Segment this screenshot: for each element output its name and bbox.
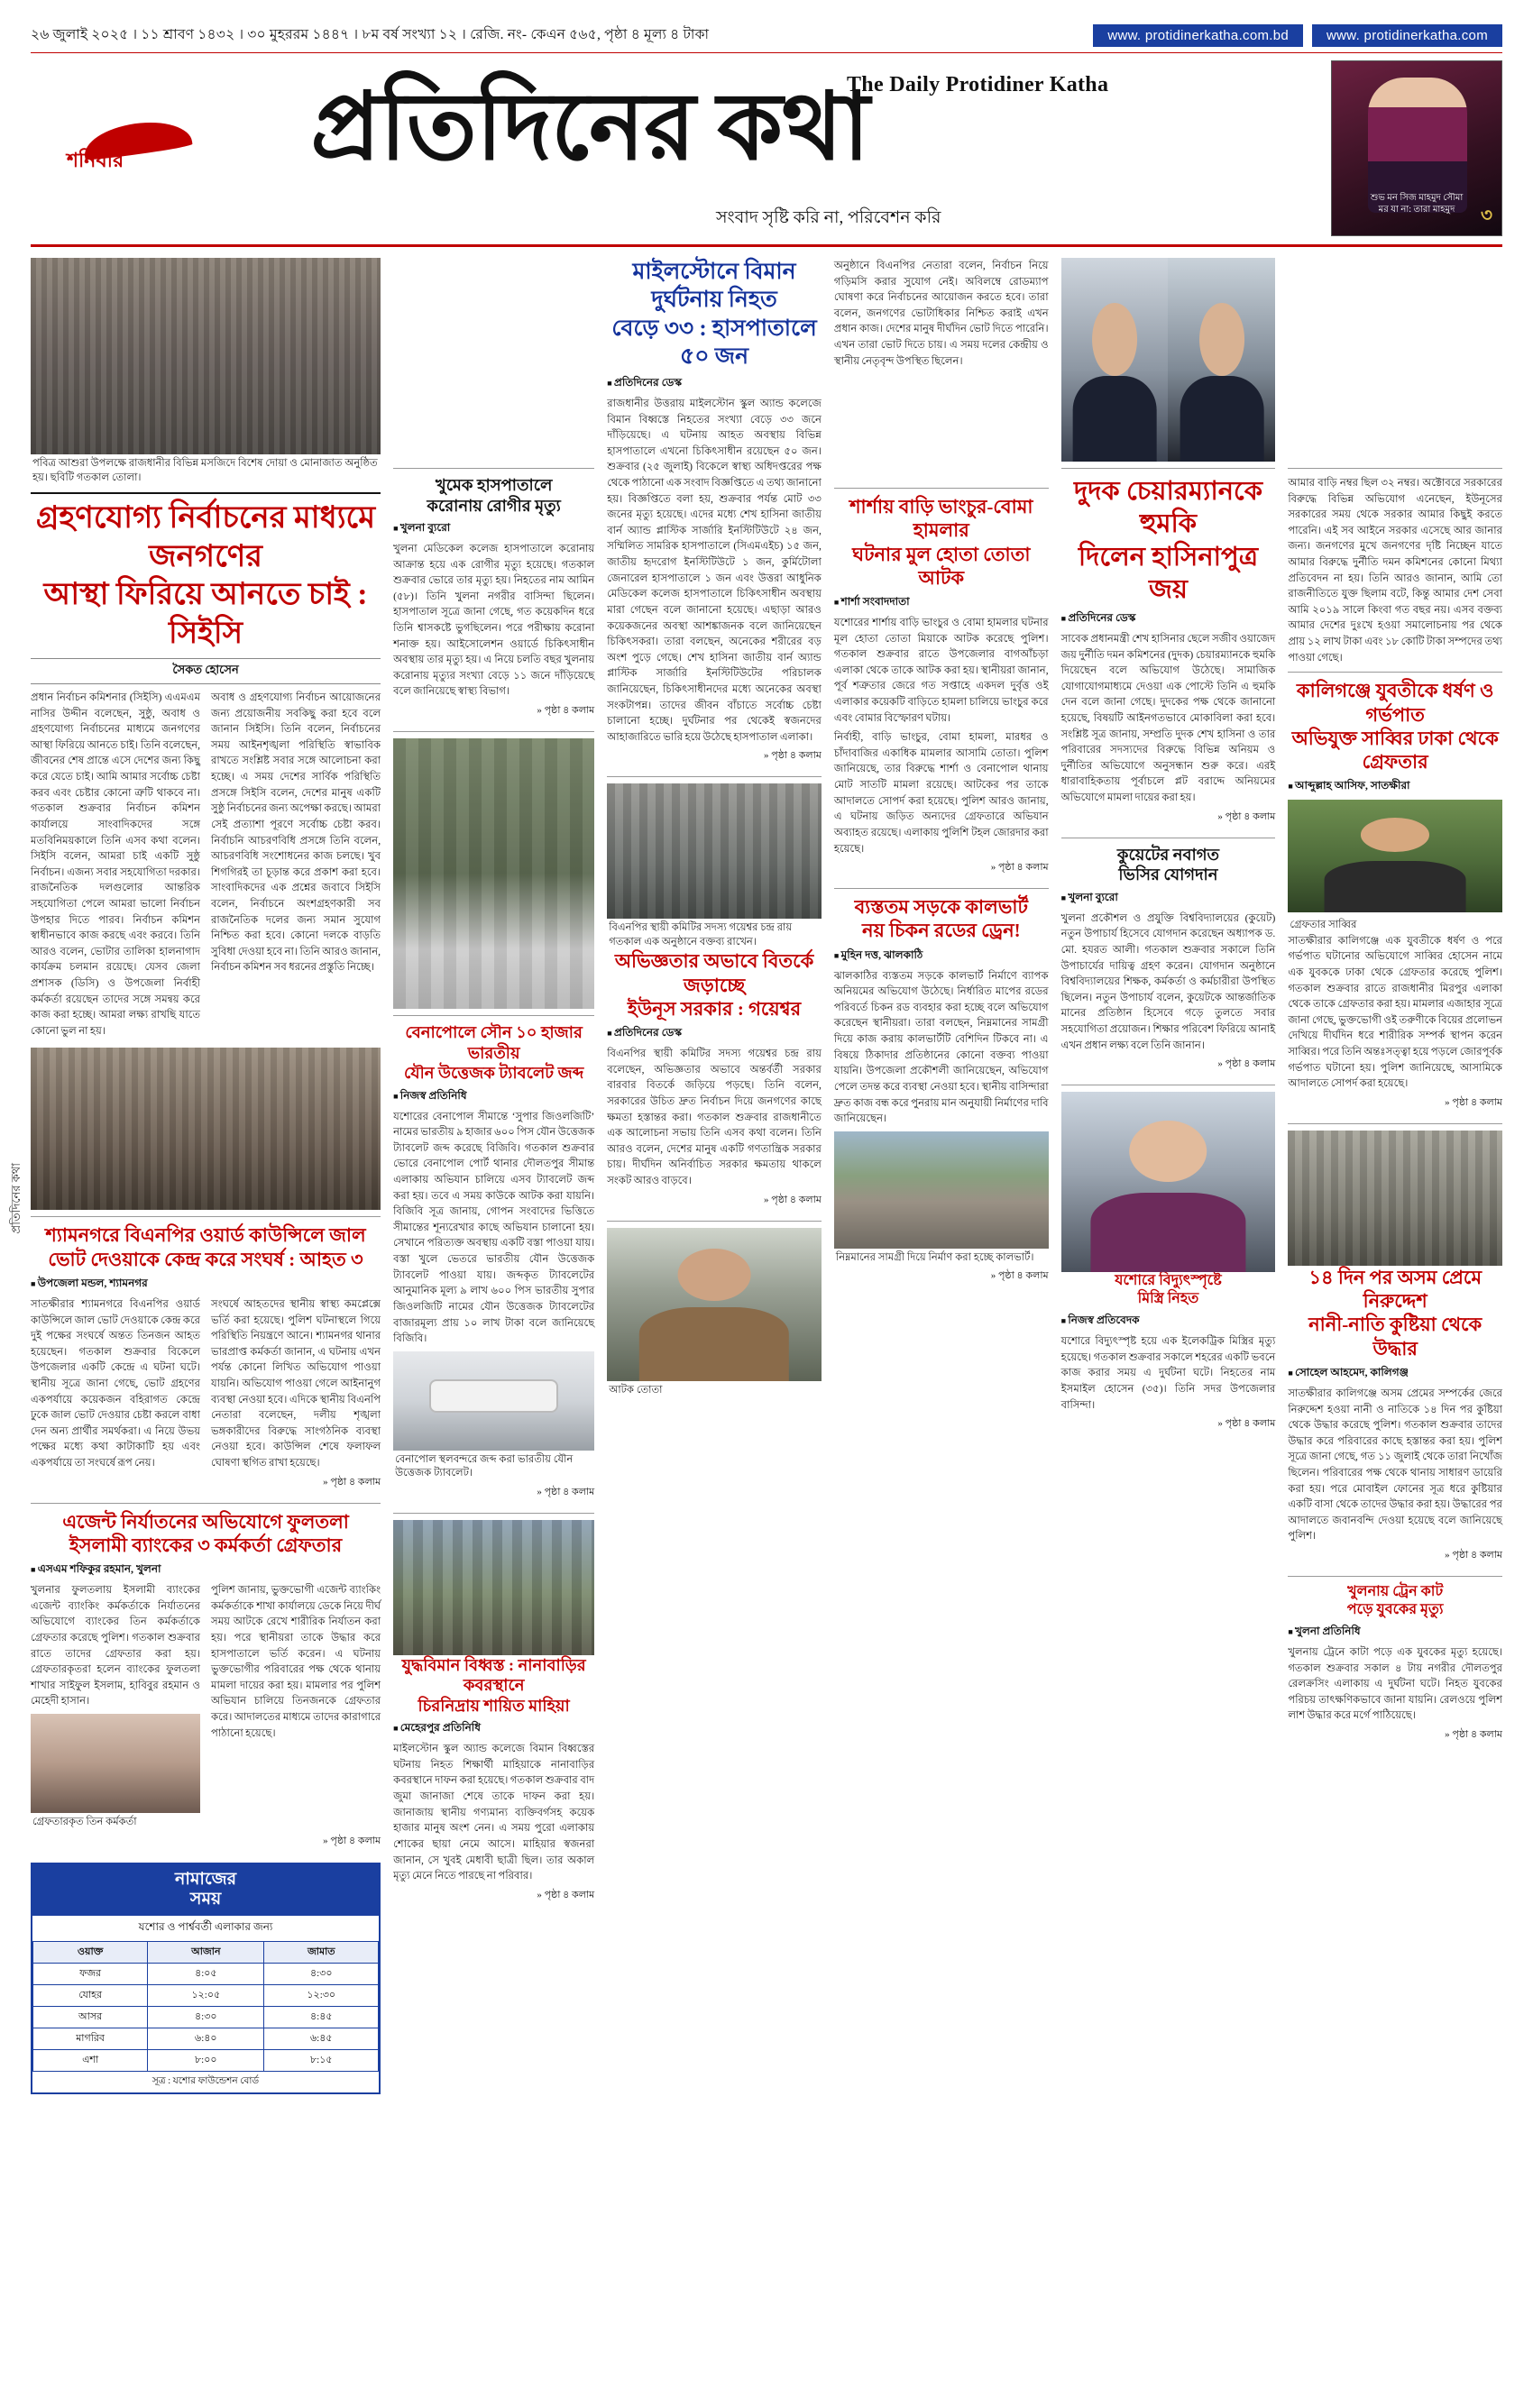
kuet-more[interactable]: » পৃষ্ঠা ৪ কলাম xyxy=(1061,1056,1276,1073)
prayer-header-row xyxy=(33,1942,379,1964)
prayer-3-name: মাগরিব xyxy=(33,2028,148,2050)
kaliganj-more[interactable]: » পৃষ্ঠা ৪ কলাম xyxy=(1288,1094,1502,1112)
train-headline-line1[interactable]: খুলনায় ট্রেন কাট xyxy=(1347,1584,1444,1600)
crash-desk: ■ প্রতিদিনের ডেস্ক xyxy=(607,375,822,393)
sharsha-body-col1: যশোরের শার্শায় বাড়ি ভাংচুর ও বোমা হামলার ঘটনার মূল হোতা তোতা মিয়াকে আটক করেছে পুলিশ। গতকাল শুক্রবার রাতে উপজেলার বাগআঁচড়া এলাকা থেকে তাকে আটক করা হয়। স্থানীয়রা জানান, পূর্ব শত্রুতার জেরে গত সপ্তাহে একদল দুর্বৃত্ত ওই এলাকার কয়েকটি বাড়িতে হামলা চালিয়ে ভাংচুর করে এবং বোমার বিস্ফোরণ ঘটায়। xyxy=(833,617,1049,724)
jessore-headline-line1[interactable]: যশোরে বিদ্যুৎস্পৃষ্টে xyxy=(1115,1273,1222,1289)
agent-story xyxy=(31,1510,381,1850)
assam-more[interactable]: » পৃষ্ঠা ৪ কলাম xyxy=(1288,1547,1502,1564)
table-row xyxy=(33,2050,379,2072)
prayer-col-0: ওয়াক্ত xyxy=(33,1942,148,1964)
prayer-1-name: যোহর xyxy=(33,1985,148,2007)
paper-logo: প্রতিদিনের কথা xyxy=(310,76,869,179)
column-5 xyxy=(1061,258,1276,2094)
assam-desk: ■ সোহেল আহমেদ, কালিগঞ্জ xyxy=(1288,1365,1502,1383)
prayer-3-azan: ৬:৪০ xyxy=(148,2028,264,2050)
khumek-more[interactable]: » পৃষ্ঠা ৪ কলাম xyxy=(393,702,594,719)
masthead-ad[interactable] xyxy=(1331,60,1502,236)
shyamnagar-story xyxy=(31,1223,381,1490)
masthead xyxy=(31,53,1502,247)
benapole-more[interactable]: » পৃষ্ঠা ৪ কলাম xyxy=(393,1484,594,1501)
assam-photo xyxy=(1061,1092,1276,1272)
assam-story xyxy=(1288,1266,1502,1564)
crash-body: রাজধানীর উত্তরায় মাইলস্টোন স্কুল অ্যান্ড কলেজে বিমান বিধ্বস্তে নিহতের সংখ্যা বেড়ে ৩৩ জনে দাঁড়িয়েছে। এ ঘটনায় আহত অবস্থায় বিভিন্ন হাসপাতালে এখনো চিকিৎসাধীন রয়েছেন ৫০ জন। শুক্রবার (২৫ জুলাই) বিকেলে স্বাস্থ্য অধিদপ্তরের পক্ষ থেকে পাঠানো এক সংবাদ বিজ্ঞপ্তিতে এ তথ্য জানানো হয়। বিজ্ঞপ্তিতে বলা হয়, শুক্রবার পর্যন্ত মোট ৩৩ জনের মৃত্যু হয়েছে। এদের মধ্যে শেখ হাসিনা জাতীয় বার্ন অ্যান্ড প্লাস্টিক সার্জারি ইনস্টিটিউটে ২৪ জন, সম্মিলিত সামরিক হাসপাতালে (সিএমএইচ) ১৫ জন, জাতীয় হৃদরোগ ইনস্টিটিউটে ১ জন, কুর্মিটোলা জেনারেল হাসপাতালে ১ জন এবং উত্তরা আধুনিক মেডিকেল কলেজ হাসপাতালে চিকিৎসাধীন অবস্থায় মারা গেছেন বলে জানানো হয়েছে। এছাড়া আরও কয়েকজনের অবস্থা আশঙ্কাজনক বলে জানিয়েছেন চিকিৎসকরা। তারা বলছেন, অনেকের শরীরের বড় অংশ পুড়ে গেছে। শেখ হাসিনা জাতীয় বার্ন অ্যান্ড প্লাস্টিক সার্জারি ইনস্টিটিউটের পরিচালক জানিয়েছেন, চিকিৎসাধীনদের মধ্যে অনেকের অবস্থা সংকটাপন্ন। তাদের জীবন বাঁচাতে সর্বোচ্চ চেষ্টা চালানো হচ্ছে। দুর্ঘটনার পর থেকেই স্বজনদের আহাজারিতে ভারি হয়ে উঠেছে হাসপাতাল এলাকা। xyxy=(607,398,822,743)
mahiya-more[interactable]: » পৃষ্ঠা ৪ কলাম xyxy=(393,1887,594,1904)
crash-more[interactable]: » পৃষ্ঠা ৪ কলাম xyxy=(607,747,822,765)
prayer-title-line1: নামাজের xyxy=(175,1869,237,1889)
portrait-right-body xyxy=(1180,376,1264,462)
prayer-footer: সূত্র : যশোর ফাউন্ডেশন বোর্ড xyxy=(151,2076,260,2087)
assam-body: সাতক্ষীরার কালিগঞ্জে অসম প্রেমের সম্পর্কের জেরে নিরুদ্দেশ হওয়া নানী ও নাতিকে ১৪ দিন পর কুষ্টিয়া থেকে উদ্ধার করেছে পুলিশ। গতকাল শুক্রবার তাদের উদ্ধার করে পরিবারের কাছে হস্তান্তর করা হয়। পুলিশ সূত্রে জানা গেছে, গত ১১ জুলাই থেকে তারা নিখোঁজ ছিলেন। পরিবারের পক্ষ থেকে থানায় সাধারণ ডায়েরি করা হয়। পরে মোবাইল ফোনের সূত্র ধরে কুষ্টিয়ার একটি বাসা থেকে তাদের উদ্ধার করা হয়। উদ্ধারের পর আদালতে জবানবন্দি দেওয়া হয়েছে বলে জানিয়েছে পুলিশ। xyxy=(1288,1387,1503,1543)
jessore-body: যশোরে বিদ্যুৎস্পৃষ্ট হয়ে এক ইলেকট্রিক মিস্ত্রির মৃত্যু হয়েছে। গতকাল শুক্রবার সকালে শহরের একটি ভবনে কাজ করার সময় এ দুর্ঘটনা ঘটে। নিহতের নাম ইসমাইল হোসেন (৩৫)। তিনি সদর উপজেলার বাসিন্দা। xyxy=(1060,1335,1276,1411)
dudok-more[interactable]: » পৃষ্ঠা ৪ কলাম xyxy=(1061,809,1276,826)
jessore-desk: ■ নিজস্ব প্রতিবেদক xyxy=(1061,1313,1276,1331)
culvert-headline-line2[interactable]: নয় চিকন রডের ড্রেন! xyxy=(861,920,1021,942)
train-story xyxy=(1288,1583,1502,1744)
mahiya-headline-line2[interactable]: চিরনিদ্রায় শায়িত মাহিয়া xyxy=(418,1696,570,1715)
issue-meta: ২৬ জুলাই ২০২৫ । ১১ শ্রাবণ ১৪৩২ । ৩০ মুহররম ১৪৪৭ । ৮ম বর্ষ সংখ্যা ১২ । রেজি. নং- কেএন ৫৬৫, পৃষ্ঠা ৪ মূল্য ৪ টাকা xyxy=(31,27,710,42)
dudok-headline-line2[interactable]: দিলেন হাসিনাপুত্র জয় xyxy=(1078,542,1259,604)
logo-wrap xyxy=(166,78,1014,177)
lead-body-col1: প্রধান নির্বাচন কমিশনার (সিইসি) এএমএম নাসির উদ্দীন বলেছেন, সুষ্ঠু, অবাধ ও গ্রহণযোগ্য নির্বাচনের মাধ্যমে জনগণের আস্থা ফিরিয়ে আনতে চাই। তিনি বলেছেন, জীবনের শেষ প্রান্তে এসে দেশের জন্য কিছু করে যেতে চাই। আমি আমার সর্বোচ্চ চেষ্টা করব এবং চেষ্টার কোনো ত্রুটি থাকবে না। গতকাল শুক্রবার নির্বাচন কমিশন কার্যালয়ে সাংবাদিকদের সঙ্গে মতবিনিময়কালে তিনি এসব কথা বলেন। সিইসি বলেন, আমরা চাই একটি সুষ্ঠু নির্বাচন। এজন্য সবার সহযোগিতা দরকার। রাজনৈতিক দলগুলোর আন্তরিক সহযোগিতা পেলে আমরা ভালো নির্বাচন উপহার দিতে পারব। নির্বাচন কমিশন স্বাধীনভাবে কাজ করছে এবং করবে। তিনি আরও বলেন, ভোটার তালিকা হালনাগাদ কার্যক্রম চলমান রয়েছে। যেসব জেলা প্রশাসক (ডিসি) ও উপজেলা নির্বাহী কর্মকর্তা রয়েছেন তাদের সঙ্গে সমন্বয় করে কাজ করা হচ্ছে। আমরা লক্ষ্য রাখছি যাতে কোনো ভুল না হয়। xyxy=(31,691,201,1037)
lead-story xyxy=(31,499,381,1039)
culvert-more[interactable]: » পৃষ্ঠা ৪ কলাম xyxy=(834,1268,1049,1285)
table-row xyxy=(33,1964,379,1985)
experience-body: বিএনপির স্থায়ী কমিটির সদস্য গয়েশ্বর চন্দ্র রায় বলেছেন, অভিজ্ঞতার অভাবে অন্তর্বর্তী সরকার বারবার বিতর্কে জড়িয়ে পড়ছে। তিনি বলেন, সরকারের উচিত দ্রুত নির্বাচন দিয়ে জনগণের কাছে ক্ষমতা হস্তান্তর করা। গতকাল শুক্রবার রাজধানীতে এক আলোচনা সভায় তিনি এসব কথা বলেন। তিনি আরও বলেন, দেশের মানুষ একটি গণতান্ত্রিক সরকার চায়। দীর্ঘদিন অনির্বাচিত সরকার ক্ষমতায় থাকলে সংকট আরও বাড়বে। xyxy=(607,1048,822,1187)
lead-photo xyxy=(31,258,381,454)
slogan: সংবাদ সৃষ্টি করি না, পরিবেশন করি xyxy=(716,208,941,227)
dudok-portrait-left xyxy=(1061,258,1169,462)
khulna-hospital-story xyxy=(393,258,594,719)
experience-desk: ■ প্রতিদিনের ডেস্ক xyxy=(607,1025,822,1043)
shyamnagar-headline-line1[interactable]: শ্যামনগরে বিএনপির ওয়ার্ড কাউন্সিলে জাল xyxy=(45,1224,366,1247)
benapole-photo-caption: বেনাপোল স্থলবন্দরে জব্দ করা ভারতীয় যৌন উত্তেজক ট্যাবলেট। xyxy=(395,1453,574,1479)
crash-headline-line2[interactable]: বেড়ে ৩৩ : হাসপাতালে ৫০ জন xyxy=(611,316,817,369)
dudok-col2-spacer xyxy=(1288,258,1502,462)
secondary-photo xyxy=(31,1048,381,1210)
assam-headline-line1[interactable]: ১৪ দিন পর অসম প্রেমে নিরুদ্দেশ xyxy=(1308,1266,1482,1313)
queue-photo xyxy=(393,1520,594,1655)
prayer-times-title xyxy=(32,1864,379,1917)
prayer-times-table xyxy=(32,1941,379,2072)
culvert-photo xyxy=(834,1131,1049,1249)
ad-caption-line2: মর যা না: তারা মাহমুদ xyxy=(1378,205,1455,215)
sharsha-body-col2: নির্বাহী, বাড়ি ভাংচুর, বোমা হামলা, মারধর ও চাঁদাবাজির একাধিক মামলার আসামি তোতা। পুলিশ জানিয়েছে, তার বিরুদ্ধে শার্শা ও বেনাপোল থানায় মোট সাতটি মামলা রয়েছে। আটকের পর তাকে আদালতে সোপর্দ করা হয়েছে। পুলিশ আরও জানায়, এ ঘটনায় জড়িত অন্যদের গ্রেফতারে অভিযান অব্যাহত রয়েছে। এলাকায় পুলিশি টহল জোরদার করা হয়েছে। xyxy=(833,731,1049,855)
website-link-com[interactable]: www. protidinerkatha.com xyxy=(1312,24,1502,47)
kuet-desk: ■ খুলনা ব্যুরো xyxy=(1061,890,1276,908)
content-grid xyxy=(31,258,1502,2094)
mahiya-desk: ■ মেহেরপুর প্রতিনিধি xyxy=(393,1720,594,1738)
ad-caption xyxy=(1332,189,1501,215)
agent-photo xyxy=(31,1714,200,1813)
prayer-3-jamat: ৬:৪৫ xyxy=(264,2028,379,2050)
sharsha-desk: ■ শার্শা সংবাদদাতা xyxy=(834,594,1049,612)
column-2 xyxy=(393,258,594,2094)
ad-caption-line1: শুভ মন সিজ মাহমুদ সৌমা xyxy=(1370,193,1464,203)
sharsha-more[interactable]: » পৃষ্ঠা ৪ কলাম xyxy=(834,859,1049,876)
benapole-headline-line2[interactable]: যৌন উত্তেজক ট্যাবলেট জব্দ xyxy=(403,1064,584,1083)
portrait-left-body xyxy=(1073,376,1157,462)
benapole-story xyxy=(393,1022,594,1501)
culvert-desk: ■ মুহিন দত্ত, ঝালকাঠি xyxy=(834,948,1049,966)
experience-photo-caption: বিএনপির স্থায়ী কমিটির সদস্য গয়েশ্বর চন্দ্র রায় গতকাল এক অনুষ্ঠানে বক্তব্য রাখেন। xyxy=(609,922,793,948)
shyamnagar-body-col2: সংঘর্ষে আহতদের স্থানীয় স্বাস্থ্য কমপ্লেক্সে ভর্তি করা হয়েছে। পুলিশ ঘটনাস্থলে গিয়ে পরিস্থিতি নিয়ন্ত্রণে আনে। শ্যামনগর থানার ভারপ্রাপ্ত কর্মকর্তা জানান, এ ঘটনায় এখন পর্যন্ত কোনো লিখিত অভিযোগ পাওয়া যায়নি। অভিযোগ পাওয়া গেলে আইনানুগ ব্যবস্থা নেওয়া হবে। এদিকে স্থানীয় বিএনপি নেতারা বলেছেন, দলীয় শৃঙ্খলা ভঙ্গকারীদের বিরুদ্ধে সাংগঠনিক ব্যবস্থা নেওয়া হবে। কাউন্সিল শেষে ফলাফল ঘোষণা স্থগিত রাখা হয়েছে। xyxy=(211,1297,381,1470)
prayer-2-name: আসর xyxy=(33,2007,148,2028)
agent-headline-line2[interactable]: ইসলামী ব্যাংকের ৩ কর্মকর্তা গ্রেফতার xyxy=(69,1534,343,1556)
assam-photo-face xyxy=(1130,1121,1207,1182)
prayer-1-azan: ১২:০৫ xyxy=(148,1985,264,2007)
kaliganj-desk: ■ আব্দুল্লাহ আসিফ, সাতক্ষীরা xyxy=(1288,778,1502,796)
prayer-col-2: জামাত xyxy=(264,1942,379,1964)
culvert-story xyxy=(834,895,1049,1285)
prayer-subtitle: যশোর ও পার্শ্ববর্তী এলাকার জন্য xyxy=(138,1920,273,1934)
train-desk: ■ খুলনা প্রতিনিধি xyxy=(1288,1624,1502,1642)
agent-body-col2: পুলিশ জানায়, ভুক্তভোগী এজেন্ট ব্যাংকিং কর্মকর্তাকে শাখা কার্যালয়ে ডেকে নিয়ে দীর্ঘ সময় আটকে রেখে শারীরিক নির্যাতন করা হয়। পরে স্থানীয়রা তাকে উদ্ধার করে হাসপাতালে ভর্তি করেন। এ ঘটনায় ভুক্তভোগীর পরিবারের পক্ষ থেকে থানায় মামলা দায়ের করা হয়। মামলার পর পুলিশ অভিযান চালিয়ে তিনজনকে গ্রেফতার করে। আদালতের মাধ্যমে তাদের কারাগারে পাঠানো হয়েছে। xyxy=(211,1584,381,1739)
website-links xyxy=(1093,24,1502,47)
crash-story xyxy=(607,258,822,765)
sharsha-photo-body xyxy=(639,1307,789,1381)
day-label: শনিবার xyxy=(67,149,124,171)
mahiya-headline-line1[interactable]: যুদ্ধবিমান বিধ্বস্ত : নানাবাড়ির কবরস্থানে xyxy=(401,1655,586,1695)
experience-body2: অনুষ্ঠানে বিএনপির নেতারা বলেন, নির্বাচন নিয়ে গড়িমসি করার সুযোগ নেই। অবিলম্বে রোডম্যাপ ঘোষণা করে নির্বাচনের আয়োজন করতে হবে। তারা বলেন, জনগণের ভোটাধিকার নিশ্চিত করাই এখন প্রধান কাজ। দেশের মানুষ দীর্ঘদিন ভোট দিতে পারেনি। এখন তারা ভোট দিতে চায়। এ সময় দলের কেন্দ্রীয় ও স্থানীয় নেতৃবৃন্দ উপস্থিত ছিলেন। xyxy=(833,260,1049,367)
prayer-times-box xyxy=(31,1863,381,2095)
train-body: খুলনায় ট্রেনে কাটা পড়ে এক যুবকের মৃত্যু হয়েছে। গতকাল শুক্রবার সকাল ৪ টায় নগরীর দৌলতপুর রেলক্রসিং এলাকায় এ দুর্ঘটনা ঘটে। নিহত যুবকের পরিচয় তাৎক্ষণিকভাবে জানা যায়নি। রেলওয়ে পুলিশ লাশ উদ্ধার করে মর্গে পাঠিয়েছে। xyxy=(1288,1646,1503,1722)
table-row xyxy=(33,1985,379,2007)
agent-more[interactable]: » পৃষ্ঠা ৪ কলাম xyxy=(31,1833,381,1850)
prayer-0-jamat: ৪:৩০ xyxy=(264,1964,379,1985)
kuet-headline-line2[interactable]: ভিসির যোগদান xyxy=(1118,865,1218,884)
dudok-story xyxy=(1061,475,1276,826)
vertical-watermark: প্রতিদিনের কথা xyxy=(9,1163,23,1234)
khumek-headline-line1[interactable]: খুমেক হাসপাতালে xyxy=(435,476,553,494)
prayer-4-azan: ৮:০০ xyxy=(148,2050,264,2072)
jessore-headline-line2[interactable]: মিস্ত্রি নিহত xyxy=(1137,1291,1199,1307)
lead-headline-line2[interactable]: আস্থা ফিরিয়ে আনতে চাই : সিইসি xyxy=(43,578,368,650)
agent-headline-line1[interactable]: এজেন্ট নির্যাতনের অভিযোগে ফুলতলা xyxy=(62,1510,349,1533)
khumek-headline-line2[interactable]: করোনায় রোগীর মৃত্যু xyxy=(427,496,561,515)
kuet-story xyxy=(1061,845,1276,1073)
prayer-1-jamat: ১২:৩০ xyxy=(264,1985,379,2007)
lead-headline-line1[interactable]: গ্রহণযোগ্য নির্বাচনের মাধ্যমে জনগণের xyxy=(35,501,376,573)
jessore-more[interactable]: » পৃষ্ঠা ৪ কলাম xyxy=(1061,1415,1276,1433)
khumek-body: খুলনা মেডিকেল কলেজ হাসপাতালে করোনায় আক্রান্ত হয়ে এক রোগীর মৃত্যু হয়েছে। গতকাল শুক্রবার ভোরে তার মৃত্যু হয়। নিহতের নাম আমিন (৫৮)। তিনি খুলনা নগরীর বাসিন্দা ছিলেন। হাসপাতাল সূত্রে জানা গেছে, গত কয়েকদিন ধরে তিনি শ্বাসকষ্টে ভুগছিলেন। পরে পরীক্ষায় করোনা শনাক্ত হয়। আইসোলেশন ওয়ার্ডে চিকিৎসাধীন অবস্থায় তার মৃত্যু হয়। এ নিয়ে চলতি বছর খুলনায় করোনায় মৃত্যুর সংখ্যা বেড়ে ১১ জনে দাঁড়িয়েছে বলে জানিয়েছে স্বাস্থ্য বিভাগ। xyxy=(393,543,595,698)
shyamnagar-body-col1: সাতক্ষীরার শ্যামনগরে বিএনপির ওয়ার্ড কাউন্সিলে জাল ভোট দেওয়াকে কেন্দ্র করে দুই পক্ষের সংঘর্ষে অন্তত তিনজন আহত হয়েছেন। গতকাল শুক্রবার বিকেলে উপজেলার একটি কেন্দ্রে এ ঘটনা ঘটে। স্থানীয় সূত্রে জানা গেছে, ভোট গ্রহণের একপর্যায়ে কয়েকজন বহিরাগত কেন্দ্রে ঢুকে জাল ভোট দেওয়ার চেষ্টা করলে বাধা দেন অন্য প্রার্থীর সমর্থকরা। এ নিয়ে উভয় পক্ষের মধ্যে কথা কাটাকাটি হয় এবং একপর্যায়ে তা সংঘর্ষে রূপ নেয়। xyxy=(31,1297,201,1470)
shyamnagar-desk: ■ উপজেলা মন্ডল, শ্যামনগর xyxy=(31,1276,381,1294)
portrait-left-face xyxy=(1092,303,1137,376)
kaliganj-headline-line1[interactable]: কালিগঞ্জে যুবতীকে ধর্ষণ ও গর্ভপাত xyxy=(1296,680,1494,726)
column-6 xyxy=(1288,258,1502,2094)
crash-spacer xyxy=(834,258,1049,481)
portrait-right-face xyxy=(1199,303,1244,376)
prayer-4-jamat: ৮:১৫ xyxy=(264,2050,379,2072)
ad-number: ৩ xyxy=(1480,206,1492,225)
kaliganj-photo-face xyxy=(1361,818,1429,852)
dudok-desk: ■ প্রতিদিনের ডেস্ক xyxy=(1061,610,1276,628)
sharsha-headline-line1[interactable]: শার্শায় বাড়ি ভাংচুর-বোমা হামলার xyxy=(849,496,1033,542)
mahiya-story xyxy=(393,1655,594,1904)
prayer-4-name: এশা xyxy=(33,2050,148,2072)
experience-headline-line2[interactable]: ইউনূস সরকার : গয়েশ্বর xyxy=(627,997,802,1020)
kaliganj-photo xyxy=(1288,800,1502,912)
prayer-0-azan: ৪:০৫ xyxy=(148,1964,264,1985)
lead-byline: সৈকত হোসেন xyxy=(31,658,381,684)
sharsha-photo-face xyxy=(678,1249,751,1301)
culvert-headline-line1[interactable]: ব্যস্ততম সড়কে কালভার্ট xyxy=(854,896,1028,919)
assam-photo-2 xyxy=(1288,1131,1502,1266)
dudok-body-col1: সাবেক প্রধানমন্ত্রী শেখ হাসিনার ছেলে সজীব ওয়াজেদ জয় দুর্নীতি দমন কমিশনের (দুদক) চেয়ারম্যানকে হুমকি দিয়েছেন বলে অভিযোগ উঠেছে। সামাজিক যোগাযোগমাধ্যমে দেওয়া এক পোস্টে তিনি এ হুমকি দেন বলে জানা গেছে। দুদকের পক্ষ থেকে জানানো হয়েছে, বিষয়টি আইনগতভাবে মোকাবিলা করা হবে। সংশ্লিষ্ট সূত্র জানায়, সম্প্রতি দুদক শেখ হাসিনা ও তার পরিবারের সদস্যদের বিরুদ্ধে বিভিন্ন অনিয়ম ও দুর্নীতির অভিযোগে অনুসন্ধান শুরু করে। এরই ধারাবাহিকতায় পূর্বাচলে প্লট বরাদ্দে অনিয়মের অভিযোগে মামলা দায়ের করা হয়। xyxy=(1060,633,1276,804)
kuet-headline-line1[interactable]: কুয়েটের নবাগত xyxy=(1116,845,1220,864)
culvert-body: ঝালকাঠির ব্যস্ততম সড়কে কালভার্ট নির্মাণে ব্যাপক অনিয়মের অভিযোগ উঠেছে। নির্ধারিত মাপের রডের পরিবর্তে চিকন রড ব্যবহার করা হচ্ছে বলে অভিযোগ করেছেন স্থানীয়রা। তারা বলছেন, নিম্নমানের সামগ্রী দিয়ে কাজ করায় কালভার্টটি বেশিদিন টিকবে না। এ বিষয়ে ঠিকাদার প্রতিষ্ঠানের কোনো বক্তব্য পাওয়া যায়নি। উপজেলা প্রকৌশলী জানিয়েছেন, অভিযোগ পেলে তদন্ত করে ব্যবস্থা নেওয়া হবে। স্থানীয় বাসিন্দারা দ্রুত কাজ বন্ধ করে পুনরায় মান অনুযায়ী নির্মাণের দাবি জানিয়েছেন। xyxy=(833,969,1049,1125)
column-3 xyxy=(607,258,822,2094)
dudok-photo xyxy=(1061,258,1276,462)
sharsha-photo xyxy=(607,1228,822,1381)
train-more[interactable]: » পৃষ্ঠা ৪ কলাম xyxy=(1288,1726,1502,1744)
prayer-col-1: আজান xyxy=(148,1942,264,1964)
dudok-headline-line1[interactable]: দুদক চেয়ারম্যানকে হুমকি xyxy=(1073,477,1262,539)
experience-headline-line1[interactable]: অভিজ্ঞতার অভাবে বিতর্কে জড়াচ্ছে xyxy=(614,950,814,996)
kuet-body: খুলনা প্রকৌশল ও প্রযুক্তি বিশ্ববিদ্যালয়ের (কুয়েট) নতুন উপাচার্য হিসেবে যোগদান করেছেন অধ্যাপক ড. মো. হযরত আলী। গতকাল শুক্রবার সকালে তিনি উপাচার্যের দায়িত্ব গ্রহণ করেন। যোগদান অনুষ্ঠানে বিশ্ববিদ্যালয়ের শিক্ষক, কর্মকর্তা ও কর্মচারীরা উপস্থিত ছিলেন। নতুন উপাচার্য বলেন, কুয়েটকে আন্তর্জাতিক মানের প্রতিষ্ঠান হিসেবে গড়ে তুলতে সবার সহযোগিতা প্রয়োজন। শিক্ষার পরিবেশ ফিরিয়ে আনাই এখন প্রধান লক্ষ্য বলে তিনি জানান। xyxy=(1060,911,1276,1051)
lead-photo-caption: পবিত্র আশুরা উপলক্ষে রাজধানীর বিভিন্ন মসজিদে বিশেষ দোয়া ও মোনাজাত অনুষ্ঠিত হয়। ছবিটি গতকাল তোলা। xyxy=(32,458,378,483)
agent-body-col1: খুলনার ফুলতলায় ইসলামী ব্যাংকের এজেন্ট ব্যাংকিং কর্মকর্তাকে নির্যাতনের অভিযোগে ব্যাংকের তিন কর্মকর্তাকে গ্রেফতার করেছে পুলিশ। গতকাল শুক্রবার রাতে তাদের গ্রেফতার করা হয়। গ্রেফতারকৃতরা হলেন ব্যাংকের ফুলতলা শাখার সাইফুল ইসলাম, হাবিবুর রহমান ও মেহেদী হাসান। xyxy=(31,1584,201,1708)
dudok-body-col2: আমার বাড়ি নম্বর ছিল ৩২ নম্বর। অক্টোবরে সরকারের বিরুদ্ধে বিভিন্ন অভিযোগ এনেছেন, ইউনূসের সরকারের সময় থেকে সরকার আমার কিছুই করতে পারেনি। এই সব আইনে সরকার এসেছে আর জানার জন্য। জনগণের মুখে জনগণের দৃষ্টি নিচ্ছেন যাতে আমার বিরুদ্ধে দুর্নীতি দমন কমিশনের কোনো মিথ্যা প্রতিবেদন না হয়। তিনি আরও জানান, আমি তো রাজনীতিতে যুক্ত ছিলাম বটে, কিন্তু আমার দেশ সেবা আমি ২০১৯ সালে কিংবা গত বছর নয়। এসব বক্তব্য আমার দেশের দুঃখে হওয়া সমালোচনায় পর থেকে প্রায় ১২ লাখ টাকা এবং ১৮ কোটি টাকা সম্পদের তথ্য পাওয়া গেছে। xyxy=(1288,477,1503,664)
kaliganj-story xyxy=(1288,679,1502,1112)
agent-photo-caption: গ্রেফতারকৃত তিন কর্মকর্তা xyxy=(32,1817,137,1828)
train-headline-line2[interactable]: পড়ে যুবকের মৃত্যু xyxy=(1346,1602,1444,1618)
table-row xyxy=(33,2007,379,2028)
top-bar xyxy=(31,23,1502,53)
kaliganj-body: সাতক্ষীরার কালিগঞ্জে এক যুবতীকে ধর্ষণ ও পরে গর্ভপাত ঘটানোর অভিযোগে সাব্বির হোসেন নামে এক যুবককে ঢাকা থেকে গ্রেফতার করেছে পুলিশ। গতকাল শুক্রবার রাতে রাজধানীর মিরপুর এলাকা থেকে তাকে গ্রেফতার করা হয়। মামলার এজাহার সূত্রে জানা গেছে, ভুক্তভোগী ওই তরুণীকে বিয়ের প্রলোভন দেখিয়ে দীর্ঘদিন ধরে শারীরিক সম্পর্ক স্থাপন করেন সাব্বির। পরে তিনি অন্তঃসত্ত্বা হয়ে পড়লে জোরপূর্বক গর্ভপাত ঘটানো হয়। পুলিশ জানিয়েছে, আসামিকে আদালতে সোপর্দ করা হয়েছে। xyxy=(1288,934,1503,1090)
benapole-body: যশোরের বেনাপোল সীমান্তে ‘সুপার জিওলজিটি’ নামের ভারতীয় ৯ হাজার ৬০০ পিস যৌন উত্তেজক ট্যাবলেট জব্দ করেছে বিজিবি। গতকাল শুক্রবার ভোরে বেনাপোল পোর্ট থানার দৌলতপুর সীমান্ত এলাকায় অভিযান চালিয়ে এসব ট্যাবলেট জব্দ করা হয়। তবে এ সময় কাউকে আটক করা যায়নি। বিজিবি সূত্র জানায়, গোপন সংবাদের ভিত্তিতে সীমান্তের শূন্যরেখার কাছে অভিযান চালানো হয়। সেখানে পরিত্যক্ত অবস্থায় একটি বস্তা পাওয়া যায়। বস্তা খুলে ভেতরে ভারতীয় যৌন উত্তেজক ট্যাবলেট পাওয়া যায়। জব্দকৃত ট্যাবলেটের আনুমানিক মূল্য ৯ লাখ ৬০০ পিস ভারতীয় সুপার জিওলজিটি নামের যৌন উত্তেজক ট্যাবলেটের বাজারমূল্য প্রায় ১০ লাখ টাকা বলে জানিয়েছে বিজিবি। xyxy=(393,1110,595,1345)
table-row xyxy=(33,2028,379,2050)
jessore-story xyxy=(1061,1272,1276,1433)
sharsha-headline-line2[interactable]: ঘটনার মুল হোতা তোতা আটক xyxy=(852,543,1031,589)
prayer-0-name: ফজর xyxy=(33,1964,148,1985)
culvert-photo-caption: নিম্নমানের সামগ্রী দিয়ে নির্মাণ করা হচ্ছে কালভার্ট। xyxy=(835,1251,1034,1263)
tablet-pack-icon xyxy=(429,1379,558,1413)
english-title: The Daily Protidiner Katha xyxy=(847,73,1109,96)
assam-headline-line2[interactable]: নানী-নাতি কুষ্টিয়া থেকে উদ্ধার xyxy=(1308,1314,1483,1360)
experience-more[interactable]: » পৃষ্ঠা ৪ কলাম xyxy=(607,1192,822,1209)
kaliganj-headline-line2[interactable]: অভিযুক্ত সাব্বির ঢাকা থেকে গ্রেফতার xyxy=(1291,727,1499,774)
column-4 xyxy=(834,258,1049,2094)
experience-photo xyxy=(607,783,822,919)
khumek-desk: ■ খুলনা ব্যুরো xyxy=(393,520,594,538)
experience-story xyxy=(607,949,822,1208)
sharsha-story xyxy=(834,495,1049,876)
assam-photo-body xyxy=(1091,1193,1245,1272)
guards-photo xyxy=(393,738,594,1009)
kaliganj-photo-caption: গ্রেফতার সাব্বির xyxy=(1290,920,1357,931)
mahiya-body: মাইলস্টোন স্কুল অ্যান্ড কলেজে বিমান বিধ্বস্তের ঘটনায় নিহত শিক্ষার্থী মাহিয়াকে নানাবাড়ির কবরস্থানে দাফন করা হয়েছে। গতকাল শুক্রবার বাদ জুমা জানাজা শেষে তাকে দাফন করা হয়। জানাজায় স্থানীয় গণ্যমান্য ব্যক্তিবর্গসহ কয়েক হাজার মানুষ অংশ নেন। এ সময় পুরো এলাকায় শোকের ছায়া নেমে আসে। মাহিয়ার স্বজনরা জানান, সে খুবই মেধাবী ছাত্রী ছিল। তার অকাল মৃত্যু মেনে নিতে পারছে না পরিবার। xyxy=(393,1743,595,1882)
prayer-title-line2: সময় xyxy=(189,1890,222,1909)
benapole-desk: ■ নিজস্ব প্রতিনিধি xyxy=(393,1088,594,1106)
benapole-photo xyxy=(393,1351,594,1451)
prayer-2-jamat: ৪:৪৫ xyxy=(264,2007,379,2028)
crash-headline-line1[interactable]: মাইলস্টোনে বিমান দুর্ঘটনায় নিহত xyxy=(632,260,796,313)
dudok-portrait-right xyxy=(1168,258,1275,462)
prayer-2-azan: ৪:৩০ xyxy=(148,2007,264,2028)
sharsha-photo-caption: আটক তোতা xyxy=(609,1384,663,1396)
lead-body-col2: অবাধ ও গ্রহণযোগ্য নির্বাচন আয়োজনের জন্য প্রয়োজনীয় সবকিছু করা হবে বলে জানান সিইসি। তিনি বলেন, নির্বাচনের সময় আইনশৃঙ্খলা পরিস্থিতি স্বাভাবিক রাখতে সংশ্লিষ্ট সবার সঙ্গে আলোচনা করা হচ্ছে। এ সময় দেশের সার্বিক পরিস্থিতি প্রসঙ্গে সিইসি বলেন, দেশের মানুষ একটি সুষ্ঠু নির্বাচনের জন্য অপেক্ষা করছে। আমরা সেই প্রত্যাশা পূরণে সর্বোচ্চ চেষ্টা করব। নির্বাচনি আচরণবিধি প্রসঙ্গে তিনি বলেন, আচরণবিধি সংশোধনের কাজ চলছে। খুব শিগগিরই তা চূড়ান্ত করে প্রকাশ করা হবে। সাংবাদিকদের এক প্রশ্নের জবাবে সিইসি বলেন, নির্বাচনে অংশগ্রহণকারী সব রাজনৈতিক দলের জন্য সমান সুযোগ নিশ্চিত করা হবে। কোনো দলকে বাড়তি সুবিধা দেওয়া হবে না। তিনি আরও জানান, নির্বাচন কমিশন সব ধরনের প্রস্তুতি নিচ্ছে। xyxy=(211,691,381,974)
website-link-bd[interactable]: www. protidinerkatha.com.bd xyxy=(1093,24,1303,47)
agent-desk: ■ এসএম শফিকুর রহমান, খুলনা xyxy=(31,1561,381,1579)
shyamnagar-headline-line2[interactable]: ভোট দেওয়াকে কেন্দ্র করে সংঘর্ষ : আহত ৩ xyxy=(48,1248,363,1270)
kaliganj-photo-body xyxy=(1325,861,1466,913)
shyamnagar-more[interactable]: » পৃষ্ঠা ৪ কলাম xyxy=(31,1474,381,1491)
column-1 xyxy=(31,258,381,2094)
benapole-headline-line1[interactable]: বেনাপোলে ‍সৌন ১০ হাজার ভারতীয় xyxy=(405,1023,583,1062)
